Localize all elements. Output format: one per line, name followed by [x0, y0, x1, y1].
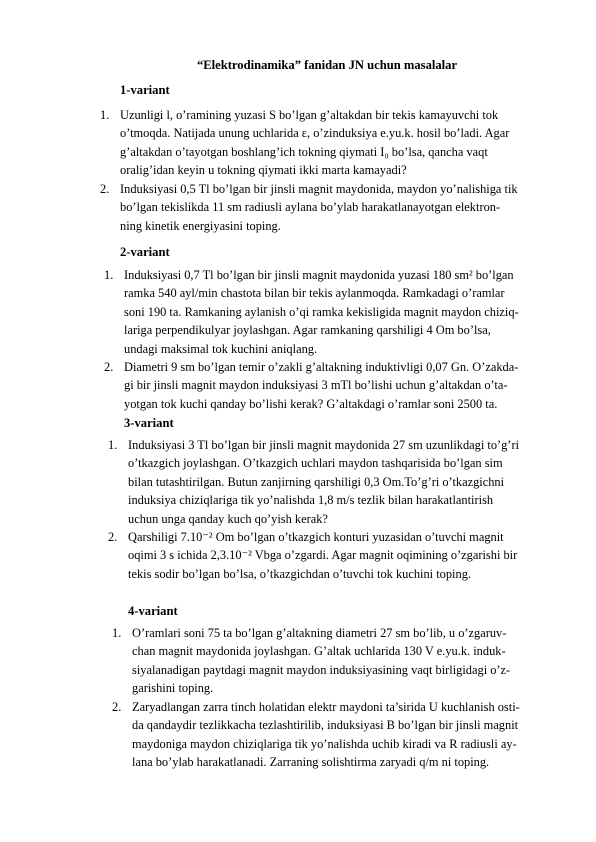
variant-1-problem-2 [100, 180, 576, 235]
problem-line: Uzunligi l, o’ramining yuzasi S bo’lgan g’altakdan bir tekis kamayuvchi tok [120, 108, 499, 122]
problem-number: 1. [108, 438, 118, 452]
problem-line: lariga perpendikulyar joylashgan. Agar ramkaning qarshiligi 4 Om bo’lsa, [124, 323, 491, 338]
problem-line: bo’lgan tekislikda 11 sm radiusli aylana bo’ylab harakatlanayotgan elektron- [120, 200, 501, 215]
problem-line: Zaryadlangan zarra tinch holatidan elektr maydoni ta’sirida U kuchlanish osti- [132, 700, 520, 714]
problem-line: Diametri 9 sm bo’lgan temir o’zakli g’altakning induktivligi 0,07 Gn. O’zakda- [124, 360, 519, 374]
variant-3-heading: 3-variant [124, 416, 174, 430]
problem-line: o’tkazgich joylashgan. O’tkazgich uchlari maydon tashqarisida bo’lgan sim [128, 456, 503, 471]
problem-number: 1. [112, 626, 122, 640]
variant-2-heading: 2-variant [120, 245, 170, 259]
variant-4-problem-1 [112, 624, 572, 698]
variant-3-problem-2 [108, 528, 572, 583]
problem-line: chan magnit maydonida joylashgan. G’altak uchlarida 130 V e.yu.k. induk- [132, 644, 506, 659]
problem-line: maydoniga maydon chiziqlariga tik yo’nalishda uchib kiradi va R radiusli ay- [132, 736, 517, 751]
problem-line: g’altakdan o’tayotgan boshlang’ich tokning qiymati I₀ bo’lsa, qancha vaqt [120, 144, 488, 159]
problem-line: Induksiyasi 3 Tl bo’lgan bir jinsli magnit maydonida 27 sm uzunlikdagi to’g’ri [128, 438, 520, 452]
problem-line: da qandaydir tezlikkacha tezlashtirilib, induksiyasi B bo’lgan bir jinsli magnit [132, 718, 519, 733]
problem-line: oralig’idan keyin u tokning qiymati ikki marta kamayadi? [120, 163, 407, 178]
problem-line: yotgan tok kuchi qanday bo’lishi kerak? G’altakdagi o’ramlar soni 2500 ta. [124, 396, 498, 411]
variant-3-problem-1 [108, 436, 572, 528]
variant-2-problem-2 [104, 358, 572, 413]
variant-1-problem-1 [100, 106, 572, 180]
document-title: “Elektrodinamika” fanidan JN uchun masalalar [196, 58, 458, 72]
problem-line: soni 190 ta. Ramkaning aylanish o’qi ramka kekisligida magnit maydon chiziq- [124, 304, 519, 319]
problem-line: ning kinetik energiyasini toping. [120, 218, 281, 233]
problem-line: Induksiyasi 0,7 Tl bo’lgan bir jinsli magnit maydonida yuzasi 180 sm² bo’lgan [124, 268, 514, 282]
variant-1-heading: 1-variant [120, 83, 170, 97]
problem-number: 2. [112, 700, 122, 714]
problem-number: 2. [108, 530, 118, 544]
problem-line: ramka 540 ayl/min chastota bilan bir tekis aylanmoqda. Ramkadagi o’ramlar [124, 286, 505, 301]
problem-line: o’tmoqda. Natijada unung uchlarida ε, o’zinduksiya e.yu.k. hosil bo’ladi. Agar [120, 126, 510, 141]
problem-line: bilan tutashtirilgan. Butun zanjirning qarshiligi 0,3 Om.To’g’ri o’tkazgichni [128, 474, 505, 489]
problem-number: 1. [104, 268, 114, 282]
variant-4-problem-2 [112, 698, 572, 772]
variant-4-heading: 4-variant [128, 604, 178, 618]
problem-line: undagi maksimal tok kuchini aniqlang. [124, 341, 318, 356]
problem-line: Induksiyasi 0,5 Tl bo’lgan bir jinsli magnit maydonida, maydon yo’nalishiga tik [120, 182, 518, 196]
problem-number: 1. [100, 108, 110, 122]
problem-line: O’ramlari soni 75 ta bo’lgan g’altakning diametri 27 sm bo’lib, u o’zgaruv- [132, 626, 507, 640]
problem-line: gi bir jinsli magnit maydon induksiyasi 3 mTl bo’lishi uchun g’altakdan o’ta- [124, 378, 508, 393]
problem-line: tekis sodir bo’lgan bo’lsa, o’tkazgichdan o’tuvchi tok kuchini toping. [128, 566, 471, 581]
problem-line: induksiya chiziqlariga tik yo’nalishda 1,8 m/s tezlik bilan harakatlantirish [128, 493, 494, 508]
problem-number: 2. [104, 360, 114, 374]
variant-2-problem-1 [104, 266, 572, 358]
problem-line: uchun unga qanday kuch qo’yish kerak? [128, 511, 328, 526]
problem-line: garishini toping. [132, 681, 214, 696]
problem-line: oqimi 3 s ichida 2,3.10⁻² Vbga o’zgardi. Agar magnit oqimining o’zgarishi bir [128, 548, 518, 563]
problem-line: siyalanadigan paytdagi magnit maydon induksiyasining vaqt birligidagi o’z- [132, 662, 511, 677]
problem-line: lana bo’ylab harakatlanadi. Zarraning solishtirma zaryadi q/m ni toping. [132, 755, 490, 770]
problem-line: Qarshiligi 7.10⁻² Om bo’lgan o’tkazgich konturi yuzasidan o’tuvchi magnit [128, 530, 504, 544]
problem-number: 2. [100, 182, 110, 196]
